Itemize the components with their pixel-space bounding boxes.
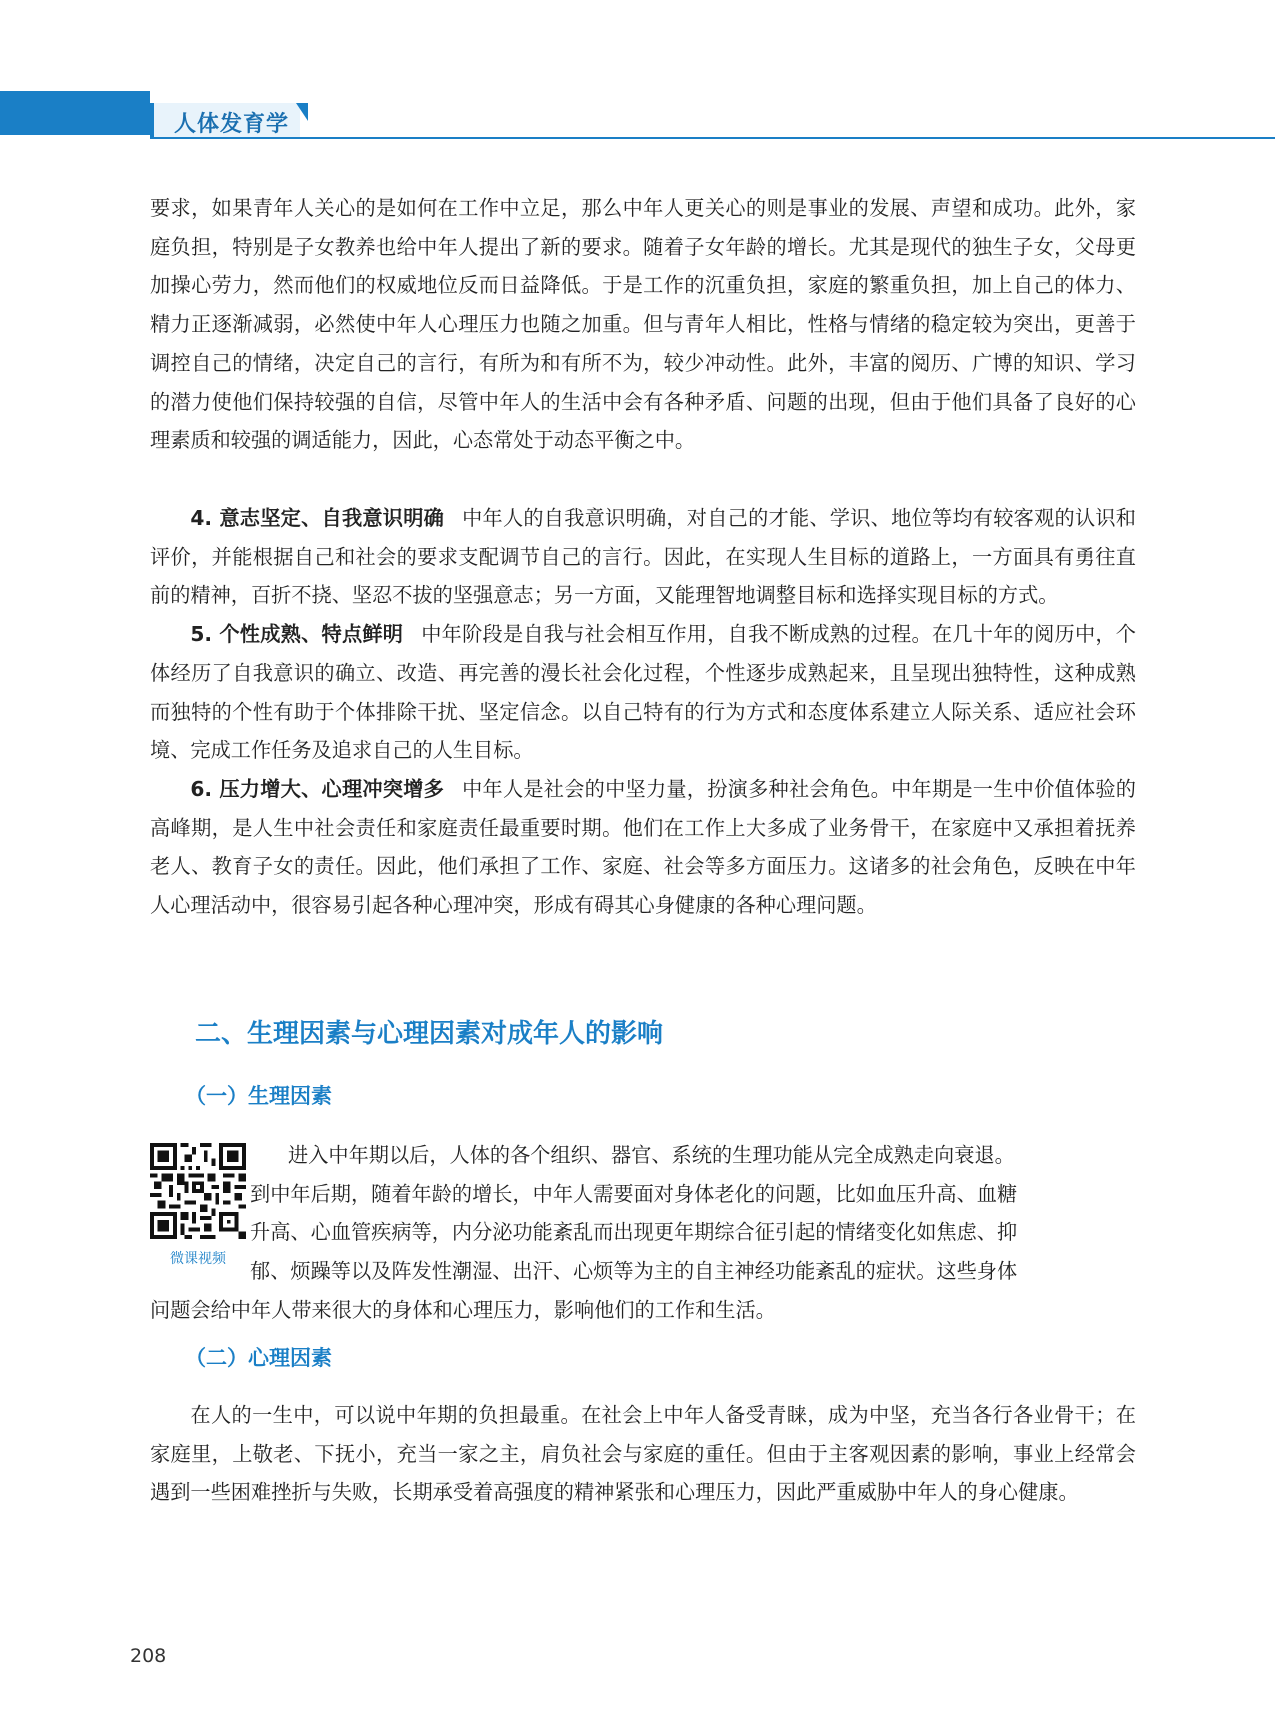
section-heading: 二、生理因素与心理因素对成年人的影响 xyxy=(195,1019,664,1049)
item-lead: 4. 意志坚定、自我意识明确 xyxy=(190,506,445,530)
physiological-text xyxy=(150,1136,1136,1330)
item-text: 中年阶段是自我与社会相互作用，自我不断成熟的过程。在几十年的阅历中，个体经历了自我意识的确立、改造、再完善的漫长社会化过程，个性逐步成熟起来，且呈现出独特性，这种成熟而独特的个性有助于个体排除干扰、坚定信念。以自己特有的行为方式和态度体系建立人际关系、适应社会环境、完成工作任务及追求自己的人生目标。 xyxy=(150,622,1136,763)
continuation-paragraph xyxy=(150,189,1136,460)
item-text: 中年人是社会的中坚力量，扮演多种社会角色。中年期是一生中价值体验的高峰期，是人生中社会责任和家庭责任最重要时期。他们在工作上大多成了业务骨干，在家庭中又承担着抚养老人、教育子女的责任。因此，他们承担了工作、家庭、社会等多方面压力。这诸多的社会角色，反映在中年人心理活动中，很容易引起各种心理冲突，形成有碍其心身健康的各种心理问题。 xyxy=(150,776,1136,918)
body-paragraph: 在人的一生中，可以说中年期的负担最重。在社会上中年人备受青睐，成为中坚，充当各行各业骨干；在家庭里，上敬老、下抚小，充当一家之主，肩负社会与家庭的重任。但由于主客观因素的影响，事业上经常会遇到一些困难挫折与失败，长期承受着高强度的精神紧张和心理压力，因此严重威胁中年人的身心健康。 xyxy=(150,1403,1136,1505)
text-line: 到中年后期，随着年龄的增长，中年人需要面对身体老化的问题，比如血压升高、血糖 xyxy=(250,1181,1018,1206)
item-lead: 6. 压力增大、心理冲突增多 xyxy=(190,776,445,801)
text-line: 进入中年期以后，人体的各个组织、器官、系统的生理功能从完全成熟走向衰退。 xyxy=(288,1143,1015,1167)
header-rule xyxy=(150,137,1275,139)
text-line: 问题会给中年人带来很大的身体和心理压力，影响他们的工作和生活。 xyxy=(150,1297,776,1322)
header-notch xyxy=(296,103,308,121)
list-item xyxy=(150,499,1136,615)
page-number: 208 xyxy=(130,1645,167,1667)
list-item xyxy=(150,615,1136,770)
qr-caption: 微课视频 xyxy=(170,1251,226,1267)
psychological-text xyxy=(150,1396,1136,1512)
header-color-bar xyxy=(0,91,150,135)
book-title: 人体发育学 xyxy=(174,112,290,137)
item-text: 中年人的自我意识明确，对自己的才能、学识、地位等均有较客观的认识和评价，并能根据自己和社会的要求支配调节自己的言行。因此，在实现人生目标的道路上，一方面具有勇往直前的精神，百折不挠、坚忍不拔的坚强意志；另一方面，又能理智地调整目标和选择实现目标的方式。 xyxy=(150,506,1136,608)
text-line: 升高、心血管疾病等，内分泌功能紊乱而出现更年期综合征引起的情绪变化如焦虑、抑 xyxy=(250,1220,1018,1245)
text-line: 郁、烦躁等以及阵发性潮湿、出汗、心烦等为主的自主神经功能紊乱的症状。这些身体 xyxy=(250,1259,1018,1284)
item-lead: 5. 个性成熟、特点鲜明 xyxy=(190,622,404,647)
subsection-heading-physiological: （一）生理因素 xyxy=(185,1084,332,1108)
body-paragraph: 要求，如果青年人关心的是如何在工作中立足，那么中年人更关心的则是事业的发展、声望和成功。此外，家庭负担，特别是子女教养也给中年人提出了新的要求。随着子女年龄的增长。尤其是现代的独生子女，父母更加操心劳力，然而他们的权威地位反而日益降低。于是工作的沉重负担，家庭的繁重负担，加上自己的体力、精力正逐渐减弱，必然使中年人心理压力也随之加重。但与青年人相比，性格与情绪的稳定较为突出，更善于调控自己的情绪，决定自己的言行，有所为和有所不为，较少冲动性。此外，丰富的阅历、广博的知识、学习的潜力使他们保持较强的自信，尽管中年人的生活中会有各种矛盾、问题的出现，但由于他们具备了良好的心理素质和较强的调适能力，因此，心态常处于动态平衡之中。 xyxy=(150,196,1136,453)
subsection-heading-psychological: （二）心理因素 xyxy=(185,1346,332,1370)
list-item xyxy=(150,770,1136,925)
header-tab xyxy=(150,103,300,138)
numbered-items xyxy=(150,499,1136,925)
